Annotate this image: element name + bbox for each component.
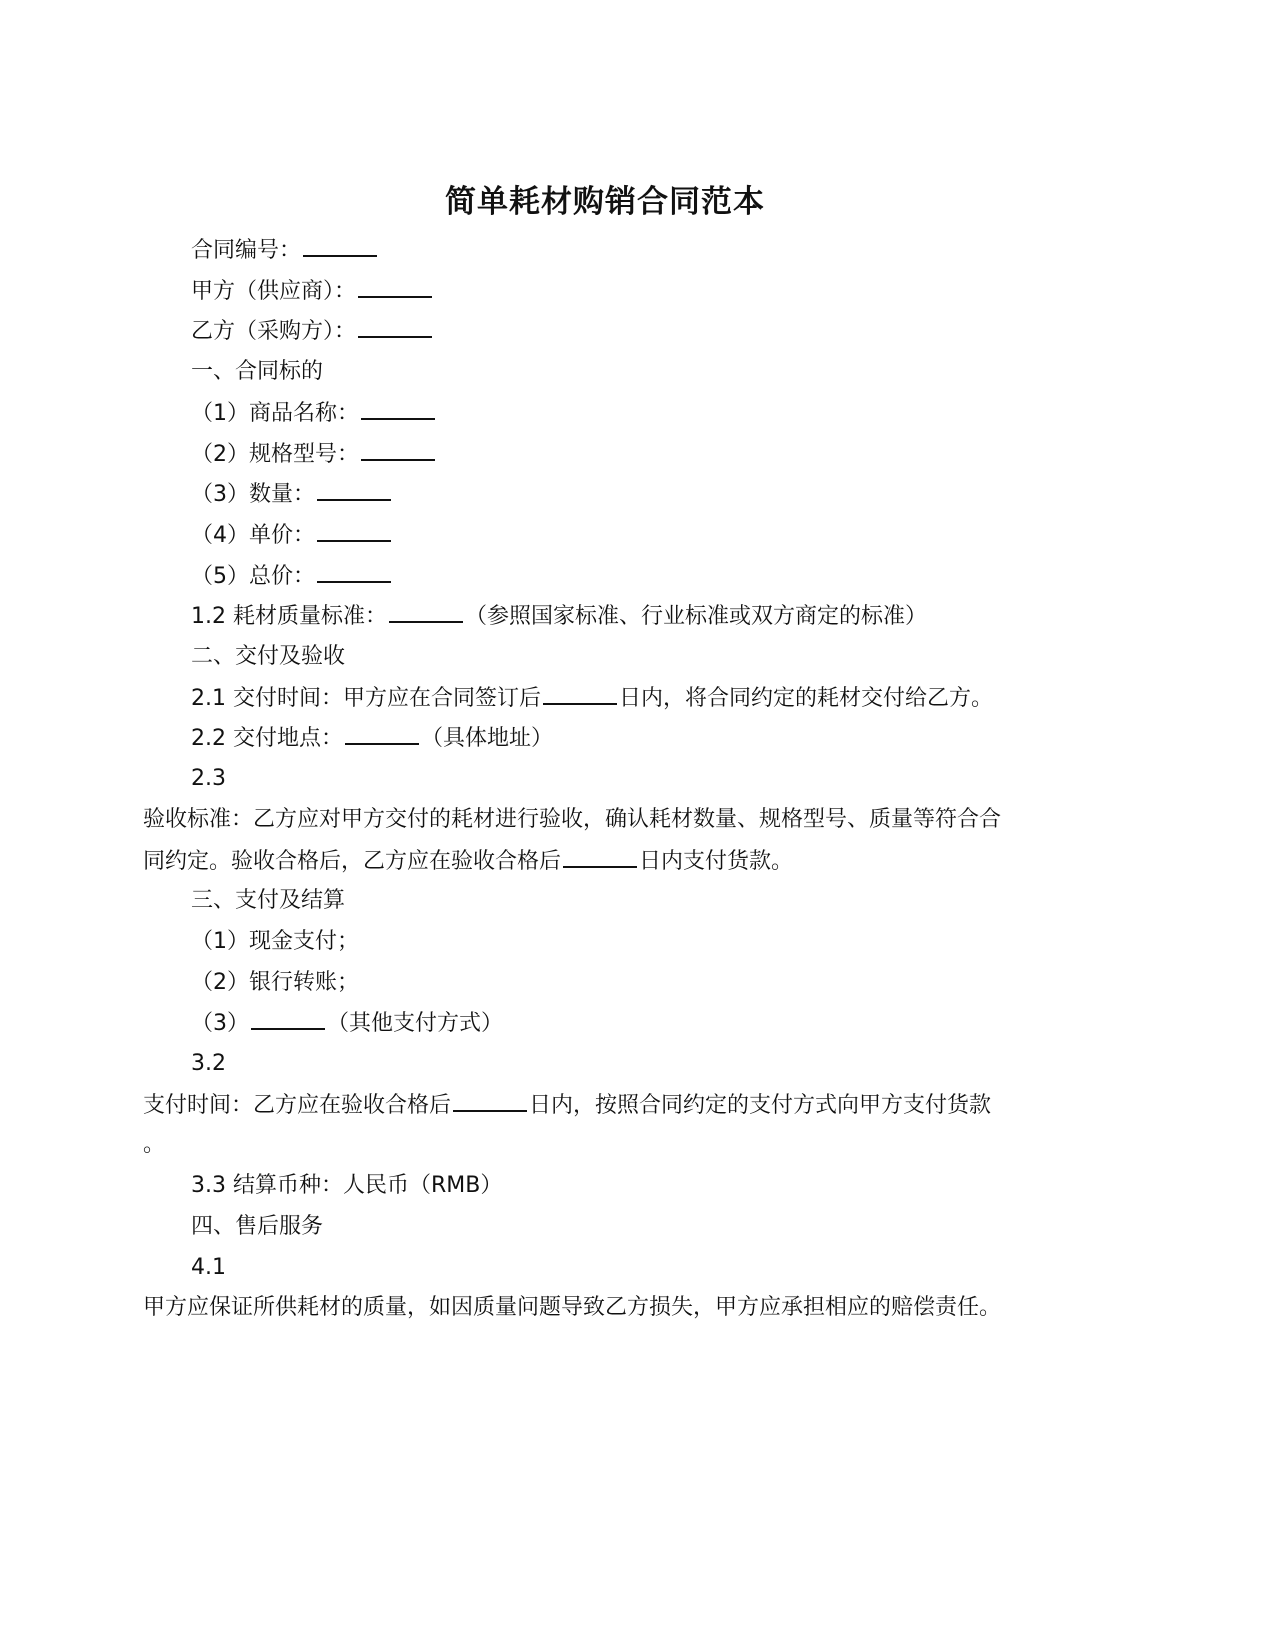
line-text: （1）现金支付； — [191, 928, 359, 954]
fill-in-blank — [563, 846, 637, 868]
line-text-suffix: （具体地址） — [420, 726, 553, 752]
line-text: 。 — [143, 1132, 166, 1158]
fill-in-blank — [453, 1090, 527, 1112]
fill-in-blank — [345, 723, 419, 745]
line-text: 甲方应保证所供耗材的质量，如因质量问题导致乙方损失，甲方应承担相应的赔偿责任。 — [143, 1295, 1002, 1321]
line-text: 3.2 — [191, 1051, 226, 1076]
document-line — [191, 723, 553, 754]
document-line — [143, 1090, 991, 1121]
document-line — [191, 357, 323, 387]
line-text: 同约定。验收合格后，乙方应在验收合格后 — [143, 848, 562, 874]
line-text: 支付时间：乙方应在验收合格后 — [143, 1092, 452, 1118]
line-text: （1）商品名称： — [191, 400, 359, 426]
document-line — [191, 927, 359, 957]
document-line — [191, 886, 345, 916]
fill-in-blank — [317, 520, 391, 542]
document-line — [191, 1049, 226, 1079]
line-text: 二、交付及验收 — [191, 644, 346, 669]
line-text: （2）规格型号： — [191, 441, 359, 467]
line-text: 2.3 — [191, 766, 226, 792]
document-line — [143, 846, 793, 877]
line-text: 乙方（采购方）： — [191, 319, 357, 345]
document-line — [191, 1008, 503, 1039]
document-line — [191, 683, 993, 714]
fill-in-blank — [543, 683, 617, 705]
fill-in-blank — [358, 276, 432, 298]
fill-in-blank — [361, 398, 435, 420]
document-line — [191, 561, 393, 592]
line-text-suffix: （参照国家标准、行业标准或双方商定的标准） — [464, 604, 927, 630]
line-text: 验收标准：乙方应对甲方交付的耗材进行验收，确认耗材数量、规格型号、质量等符合合 — [143, 806, 1002, 832]
document-line — [191, 968, 359, 998]
line-text-suffix: （其他支付方式） — [327, 1011, 504, 1037]
document-line — [191, 520, 393, 551]
document-line — [191, 316, 434, 347]
line-text: 2.2 交付地点： — [191, 726, 343, 752]
fill-in-blank — [358, 316, 432, 338]
document-title: 简单耗材购销合同范本 — [445, 184, 765, 220]
fill-in-blank — [251, 1008, 325, 1030]
document-line — [191, 601, 927, 632]
line-text: 2.1 交付时间：甲方应在合同签订后 — [191, 685, 541, 711]
line-text: 一、合同标的 — [191, 359, 324, 385]
line-text: 3.3 结算币种：人民币（RMB） — [191, 1173, 503, 1199]
document-line — [191, 764, 226, 794]
fill-in-blank — [317, 561, 391, 583]
document-line — [143, 1293, 1001, 1323]
document-line — [191, 1212, 323, 1242]
line-text: 四、售后服务 — [191, 1213, 324, 1239]
line-text-suffix: 日内支付货款。 — [639, 848, 794, 874]
line-text: 三、支付及结算 — [191, 888, 346, 914]
document-line — [191, 398, 437, 429]
line-text: 合同编号： — [191, 238, 302, 263]
line-text: （4）单价： — [191, 522, 315, 548]
document-line — [191, 276, 434, 307]
document-line — [143, 1130, 165, 1160]
line-text: （2）银行转账； — [191, 969, 359, 995]
line-text-suffix: 日内，将合同约定的耗材交付给乙方。 — [618, 685, 993, 711]
line-text: （3） — [191, 1011, 249, 1037]
document-line — [191, 1171, 502, 1201]
line-text: （5）总价： — [191, 563, 315, 589]
line-text: 甲方（供应商）： — [191, 278, 357, 304]
document-line — [191, 642, 345, 672]
document-line — [143, 805, 1001, 835]
line-text: 4.1 — [191, 1254, 226, 1280]
document-line — [191, 439, 437, 470]
document-line — [191, 235, 379, 266]
fill-in-blank — [303, 235, 377, 257]
line-text: （3）数量： — [191, 482, 315, 508]
document-line — [191, 479, 393, 510]
line-text-suffix: 日内，按照合同约定的支付方式向甲方支付货款 — [529, 1092, 992, 1118]
line-text: 1.2 耗材质量标准： — [191, 604, 387, 630]
fill-in-blank — [389, 601, 463, 623]
fill-in-blank — [361, 439, 435, 461]
fill-in-blank — [317, 479, 391, 501]
document-line — [191, 1253, 226, 1283]
